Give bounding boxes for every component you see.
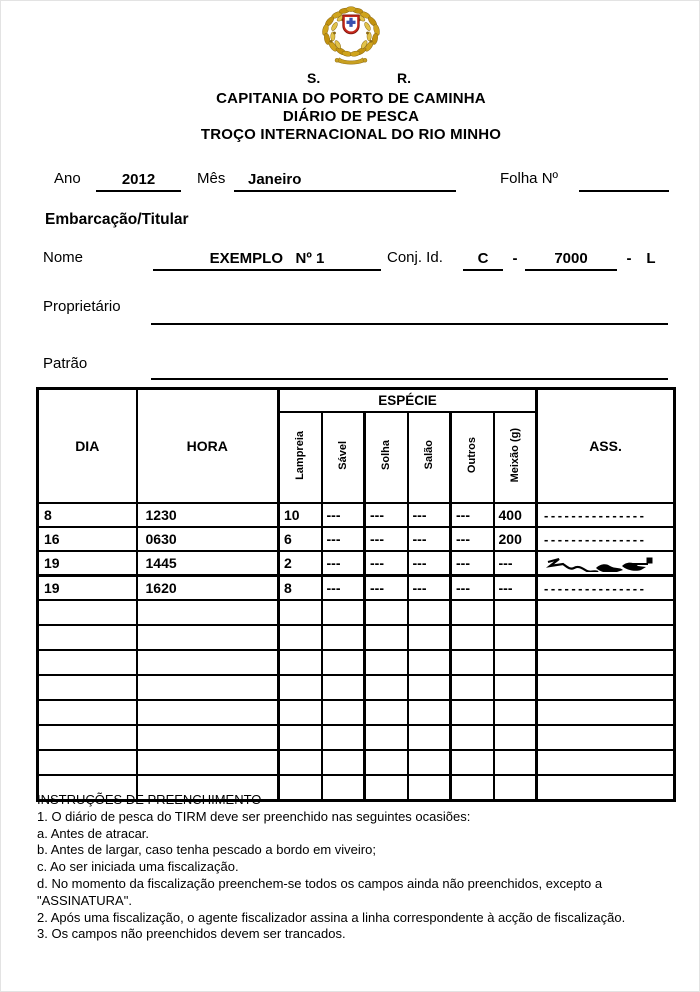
species-cell: 10 (279, 503, 322, 527)
instruction-line: "ASSINATURA". (37, 892, 132, 908)
especie-group-header: ESPÉCIE (279, 389, 537, 413)
instruction-line: 1. O diário de pesca do TIRM deve ser preenchido nas seguintes ocasiões: (37, 808, 471, 824)
species-cell (279, 750, 322, 775)
species-cell: 400 (494, 503, 537, 527)
portugal-coat-of-arms-icon (309, 5, 393, 71)
species-cell (322, 700, 365, 725)
instruction-line: b. Antes de largar, caso tenha pescado a bordo em viveiro; (37, 842, 376, 858)
header-r-label: R. (397, 70, 411, 86)
dia-cell (38, 625, 137, 650)
species-cell: --- (322, 576, 365, 601)
dia-cell (38, 725, 137, 750)
species-cell (365, 700, 408, 725)
species-cell (451, 725, 494, 750)
conj-id-dash2: - (626, 250, 632, 267)
mes-field: Janeiro (234, 168, 456, 192)
assinatura-cell (537, 551, 675, 576)
conj-id-label: Conj. Id. (387, 249, 443, 266)
species-cell (451, 750, 494, 775)
log-table-empty-row (38, 700, 675, 725)
dia-cell: 19 (38, 551, 137, 576)
log-table-empty-row (38, 600, 675, 625)
species-cell (451, 650, 494, 675)
hora-cell (137, 600, 279, 625)
doc-subtitle: TROÇO INTERNACIONAL DO RIO MINHO (200, 126, 502, 143)
hora-cell: 0630 (137, 527, 279, 551)
signature-scribble-icon (544, 555, 656, 572)
proprietario-field (151, 301, 668, 325)
log-table-empty-row (38, 675, 675, 700)
log-table-empty-row (38, 625, 675, 650)
hora-cell (137, 750, 279, 775)
species-column-header: Lampreia (279, 412, 322, 503)
species-cell (408, 650, 451, 675)
conj-id-letter-field: C (463, 247, 503, 271)
conj-id-dash1: - (512, 250, 518, 267)
species-cell (494, 625, 537, 650)
nome-field: EXEMPLO Nº 1 (153, 247, 381, 271)
species-cell: --- (365, 527, 408, 551)
ano-field: 2012 (96, 168, 181, 192)
species-cell (494, 700, 537, 725)
hora-cell (137, 675, 279, 700)
log-table-empty-row (38, 650, 675, 675)
assinatura-cell (537, 600, 675, 625)
ano-label: Ano (54, 170, 81, 187)
doc-title: DIÁRIO DE PESCA (282, 108, 420, 125)
assinatura-cell: --------------- (537, 576, 675, 601)
species-cell (279, 675, 322, 700)
hora-cell (137, 700, 279, 725)
section-title-embarcacao: Embarcação/Titular (45, 211, 189, 228)
species-cell (408, 675, 451, 700)
instructions-title: INSTRUÇÕES DE PREENCHIMENTO (37, 792, 262, 807)
dia-cell (38, 700, 137, 725)
assinatura-cell (537, 650, 675, 675)
assinatura-cell (537, 625, 675, 650)
dia-cell (38, 600, 137, 625)
species-cell (365, 750, 408, 775)
species-cell: --- (365, 551, 408, 576)
nome-label: Nome (43, 249, 84, 266)
species-cell: --- (451, 551, 494, 576)
species-cell: --- (408, 551, 451, 576)
dia-cell (38, 650, 137, 675)
species-cell (451, 700, 494, 725)
dia-cell (38, 675, 137, 700)
header-s-label: S. (307, 70, 321, 86)
species-cell: --- (494, 576, 537, 601)
hora-cell (137, 625, 279, 650)
dia-cell (38, 750, 137, 775)
dia-column-header: DIA (38, 389, 137, 504)
proprietario-label: Proprietário (43, 298, 121, 315)
log-table-row (38, 527, 675, 551)
log-table-row (38, 551, 675, 576)
org-title: CAPITANIA DO PORTO DE CAMINHA (216, 90, 486, 107)
assinatura-cell: --------------- (537, 503, 675, 527)
species-cell: --- (322, 527, 365, 551)
species-cell: --- (365, 503, 408, 527)
assinatura-column-header: ASS. (537, 389, 675, 504)
species-cell (408, 725, 451, 750)
species-cell: --- (322, 551, 365, 576)
species-cell (494, 650, 537, 675)
log-table-empty-row (38, 750, 675, 775)
species-cell (494, 600, 537, 625)
instruction-line: d. No momento da fiscalização preenchem-se todos os campos ainda não preenchidos, excepto a (37, 875, 603, 891)
species-cell (451, 625, 494, 650)
hora-column-header: HORA (137, 389, 279, 504)
species-cell (494, 725, 537, 750)
species-cell: 200 (494, 527, 537, 551)
species-cell (365, 600, 408, 625)
species-cell (494, 750, 537, 775)
species-column-header: Sável (322, 412, 365, 503)
species-cell (408, 700, 451, 725)
instruction-line: a. Antes de atracar. (37, 825, 150, 841)
species-cell (322, 725, 365, 750)
conj-id-suffix: L (646, 250, 656, 267)
species-cell (322, 625, 365, 650)
species-cell (322, 600, 365, 625)
species-cell (279, 725, 322, 750)
hora-cell (137, 725, 279, 750)
instructions-block (37, 792, 685, 943)
species-cell (365, 625, 408, 650)
species-cell: --- (451, 527, 494, 551)
instruction-line: 3. Os campos não preenchidos devem ser trancados. (37, 926, 346, 942)
species-cell: --- (494, 551, 537, 576)
species-cell (279, 600, 322, 625)
log-table-empty-row (38, 725, 675, 750)
hora-cell (137, 650, 279, 675)
species-cell (494, 675, 537, 700)
log-table-row (38, 576, 675, 601)
log-table-body (38, 503, 675, 801)
species-cell (408, 600, 451, 625)
species-column-header: Solha (365, 412, 408, 503)
species-cell: --- (408, 576, 451, 601)
species-cell (365, 725, 408, 750)
assinatura-cell (537, 750, 675, 775)
mes-label: Mês (197, 170, 226, 187)
instruction-line: c. Ao ser iniciada uma fiscalização. (37, 859, 239, 875)
assinatura-cell (537, 700, 675, 725)
dia-cell: 8 (38, 503, 137, 527)
conj-id-number-field: 7000 (525, 247, 617, 271)
species-cell: --- (408, 503, 451, 527)
species-cell (322, 675, 365, 700)
assinatura-cell: --------------- (537, 527, 675, 551)
species-cell (451, 600, 494, 625)
species-cell: --- (451, 576, 494, 601)
catch-log-table (36, 387, 676, 802)
species-cell (279, 625, 322, 650)
species-cell (322, 750, 365, 775)
species-cell (408, 625, 451, 650)
hora-cell: 1620 (137, 576, 279, 601)
folha-field (579, 168, 669, 192)
species-cell: --- (408, 527, 451, 551)
assinatura-cell (537, 725, 675, 750)
species-cell: 2 (279, 551, 322, 576)
species-cell (408, 750, 451, 775)
dia-cell: 16 (38, 527, 137, 551)
folha-label: Folha Nº (500, 170, 559, 187)
species-cell: --- (322, 503, 365, 527)
species-cell (365, 675, 408, 700)
species-cell (451, 675, 494, 700)
species-cell (322, 650, 365, 675)
species-column-header: Meixão (g) (494, 412, 537, 503)
log-table-row (38, 503, 675, 527)
species-cell: 6 (279, 527, 322, 551)
assinatura-cell (537, 675, 675, 700)
species-cell (365, 650, 408, 675)
species-cell (279, 700, 322, 725)
patrao-field (151, 356, 668, 380)
species-cell: --- (365, 576, 408, 601)
species-cell (279, 650, 322, 675)
instruction-line: 2. Após uma fiscalização, o agente fiscalizador assina a linha correspondente à acção de fiscalização. (37, 909, 626, 925)
dia-cell: 19 (38, 576, 137, 601)
species-cell: --- (451, 503, 494, 527)
hora-cell: 1445 (137, 551, 279, 576)
patrao-label: Patrão (43, 355, 88, 372)
species-cell: 8 (279, 576, 322, 601)
hora-cell: 1230 (137, 503, 279, 527)
species-column-header: Outros (451, 412, 494, 503)
species-column-header: Salão (408, 412, 451, 503)
